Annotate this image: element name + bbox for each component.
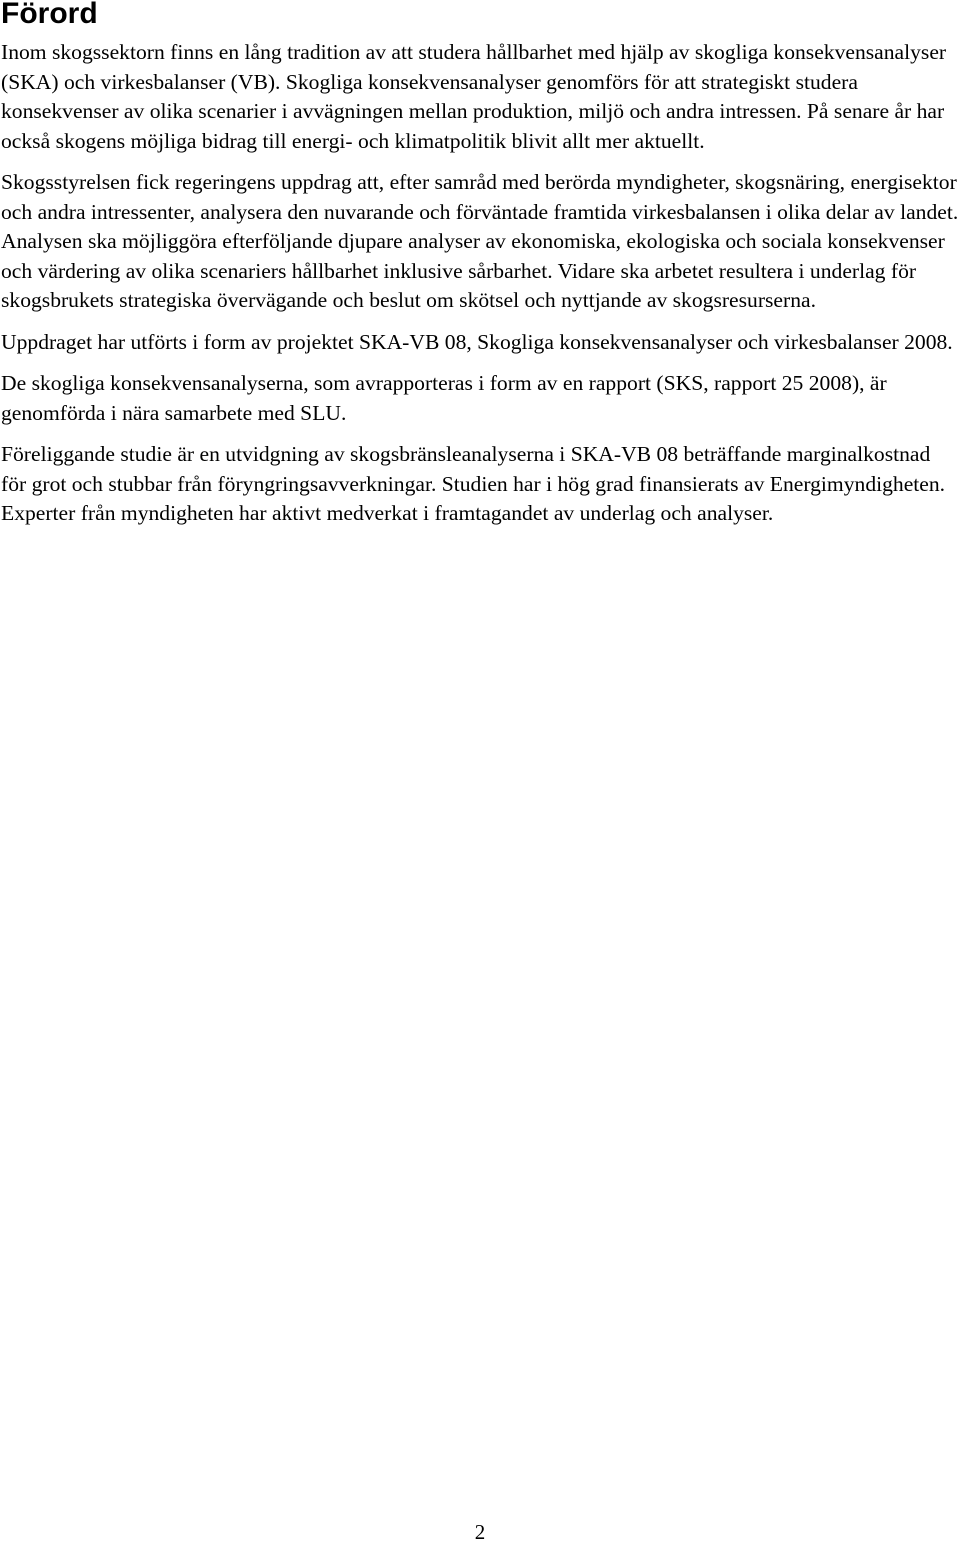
- paragraph-project: Uppdraget har utförts i form av projektet SKA-VB 08, Skogliga konsekvensanalyser och virkesbalanser 2008.: [1, 329, 953, 354]
- paragraph-intro: Inom skogssektorn finns en lång tradition av att studera hållbarhet med hjälp av skogliga konsekvensanalyser (SKA) och virkesbalanser (VB). Skogliga konsekvensanalyser genomförs för att strategiskt studera konsekvenser av olika scenarier i avvägningen mellan produktion, miljö och andra intressen. På senare år har också skogens möjliga bidrag till energi- och klimatpolitik blivit allt mer aktuellt.: [1, 40, 947, 153]
- page-title: Förord: [1, 0, 98, 30]
- paragraph-study: Föreliggande studie är en utvidgning av skogsbränsleanalyserna i SKA-VB 08 beträffande marginalkostnad för grot och stubbar från föryngringsavverkningar. Studien har i hög grad finansierats av Energimyndigheten. Experter från myndigheten har aktivt medverkat i framtagandet av underlag och analyser.: [1, 442, 946, 525]
- page-number: 2: [474, 1520, 486, 1544]
- paragraph-report: De skogliga konsekvensanalyserna, som avrapporteras i form av en rapport (SKS, rapport 25 2008), är genomförda i nära samarbete med SLU.: [1, 371, 887, 425]
- document-body: [1, 38, 960, 541]
- paragraph-assignment: Skogsstyrelsen fick regeringens uppdrag att, efter samråd med berörda myndigheter, skogsnäring, energisektor och andra intressenter, analysera den nuvarande och förväntade framtida virkesbalansen i olika delar av landet. Analysen ska möjliggöra efterföljande djupare analyser av ekonomiska, ekologiska och sociala konsekvenser och värdering av olika scenariers hållbarhet inklusive sårbarhet. Vidare ska arbetet resultera i underlag för skogsbrukets strategiska övervägande och beslut om skötsel och nyttjande av skogsresurserna.: [1, 170, 959, 312]
